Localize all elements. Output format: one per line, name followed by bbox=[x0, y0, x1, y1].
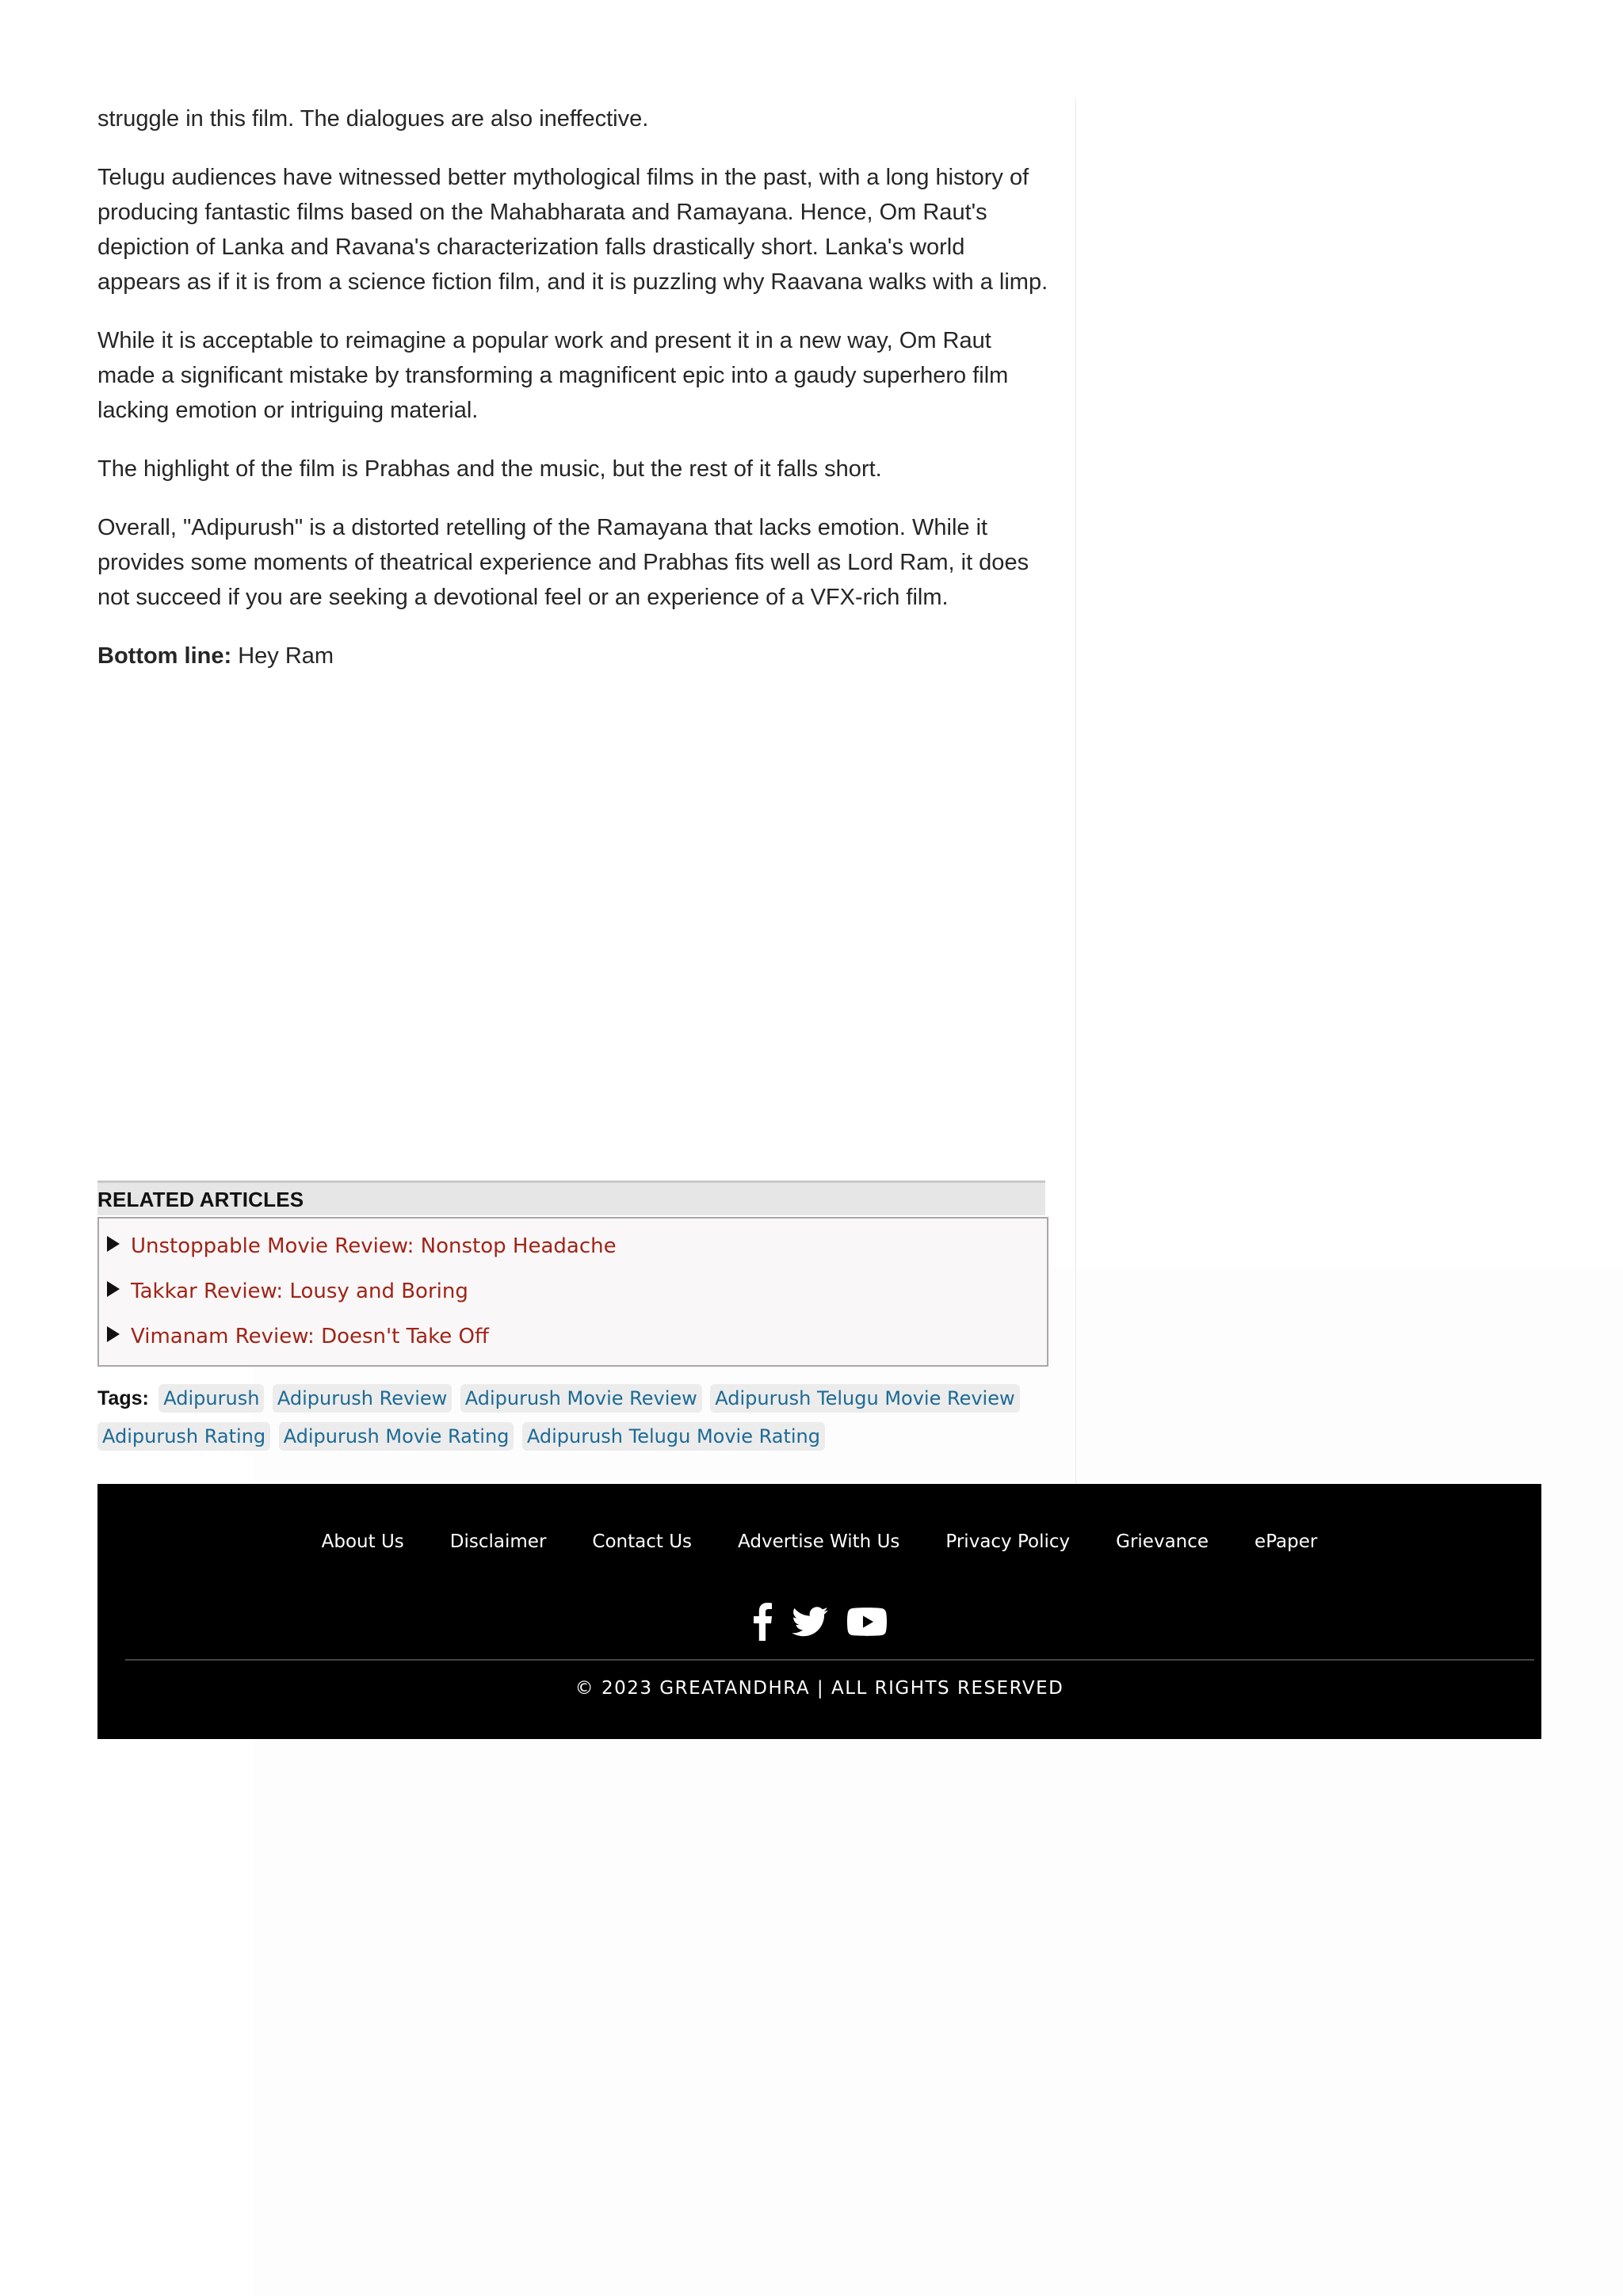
related-article-item bbox=[99, 1314, 1047, 1359]
footer-divider bbox=[125, 1659, 1534, 1661]
related-article-item bbox=[99, 1268, 1047, 1314]
related-articles bbox=[97, 1180, 1048, 1367]
article-paragraph: Telugu audiences have witnessed better mythological films in the past, with a long history of producing fantastic films based on the Mahabharata and Ramayana. Hence, Om Raut's depiction of Lanka and Ravana's characterization falls drastically short. Lanka's world appears as if it is from a science fiction film, and it is puzzling why Raavana walks with a limp. bbox=[97, 165, 1048, 295]
related-article-item bbox=[99, 1223, 1047, 1268]
bottom-line bbox=[97, 639, 1048, 673]
triangle-bullet-icon bbox=[107, 1236, 120, 1252]
footer-link-disclaimer[interactable]: Disclaimer bbox=[449, 1531, 547, 1552]
social-links bbox=[97, 1603, 1541, 1641]
tag-link[interactable]: Adipurush bbox=[158, 1384, 264, 1413]
related-articles-list bbox=[97, 1217, 1048, 1367]
related-articles-header: RELATED ARTICLES bbox=[97, 1180, 1045, 1215]
tag-link[interactable]: Adipurush Movie Rating bbox=[279, 1422, 514, 1451]
footer-link-grievance[interactable]: Grievance bbox=[1116, 1531, 1209, 1552]
footer-link-privacy-policy[interactable]: Privacy Policy bbox=[945, 1531, 1071, 1552]
sidebar-divider bbox=[1075, 98, 1076, 1485]
triangle-bullet-icon bbox=[107, 1326, 120, 1342]
triangle-bullet-icon bbox=[107, 1281, 120, 1297]
tag-link[interactable]: Adipurush Rating bbox=[97, 1422, 270, 1451]
tag-link[interactable]: Adipurush Telugu Movie Rating bbox=[522, 1422, 825, 1451]
footer-link-epaper[interactable]: ePaper bbox=[1254, 1531, 1318, 1552]
tag-link[interactable]: Adipurush Telugu Movie Review bbox=[710, 1384, 1019, 1413]
footer-nav bbox=[97, 1531, 1541, 1552]
article-paragraph: struggle in this film. The dialogues are also ineffective. bbox=[97, 106, 649, 132]
copyright-text: © 2023 GREATANDHRA | ALL RIGHTS RESERVED bbox=[575, 1678, 1064, 1699]
youtube-icon[interactable] bbox=[847, 1608, 887, 1636]
site-footer bbox=[97, 1484, 1541, 1739]
article-paragraph: Overall, "Adipurush" is a distorted retelling of the Ramayana that lacks emotion. While it provides some moments of theatrical experience and Prabhas fits well as Lord Ram, it does not succeed if you are seeking a devotional feel or an experience of a VFX-rich film. bbox=[97, 515, 1029, 610]
ad-placeholder bbox=[97, 697, 1048, 1180]
tags-section bbox=[97, 1379, 1048, 1459]
related-article-link[interactable]: Unstoppable Movie Review: Nonstop Headache bbox=[131, 1234, 617, 1258]
footer-link-about-us[interactable]: About Us bbox=[321, 1531, 404, 1552]
related-article-link[interactable]: Vimanam Review: Doesn't Take Off bbox=[131, 1324, 489, 1348]
bottom-line-value: Hey Ram bbox=[231, 643, 334, 669]
tag-link[interactable]: Adipurush Movie Review bbox=[460, 1384, 702, 1413]
tags-label: Tags: bbox=[97, 1387, 149, 1409]
footer-link-advertise[interactable]: Advertise With Us bbox=[738, 1531, 900, 1552]
footer-link-contact-us[interactable]: Contact Us bbox=[592, 1531, 693, 1552]
twitter-icon[interactable] bbox=[792, 1607, 828, 1637]
bottom-line-label: Bottom line: bbox=[97, 643, 232, 669]
article-body bbox=[97, 101, 1048, 673]
facebook-icon[interactable] bbox=[752, 1603, 773, 1641]
article-paragraph: While it is acceptable to reimagine a popular work and present it in a new way, Om Raut made a significant mistake by transforming a magnificent epic into a gaudy superhero film lacking emotion or intriguing material. bbox=[97, 328, 1009, 423]
related-article-link[interactable]: Takkar Review: Lousy and Boring bbox=[131, 1279, 468, 1303]
article-paragraph: The highlight of the film is Prabhas and the music, but the rest of it falls short. bbox=[97, 456, 882, 482]
tag-link[interactable]: Adipurush Review bbox=[273, 1384, 452, 1413]
article-column bbox=[97, 98, 1048, 1459]
